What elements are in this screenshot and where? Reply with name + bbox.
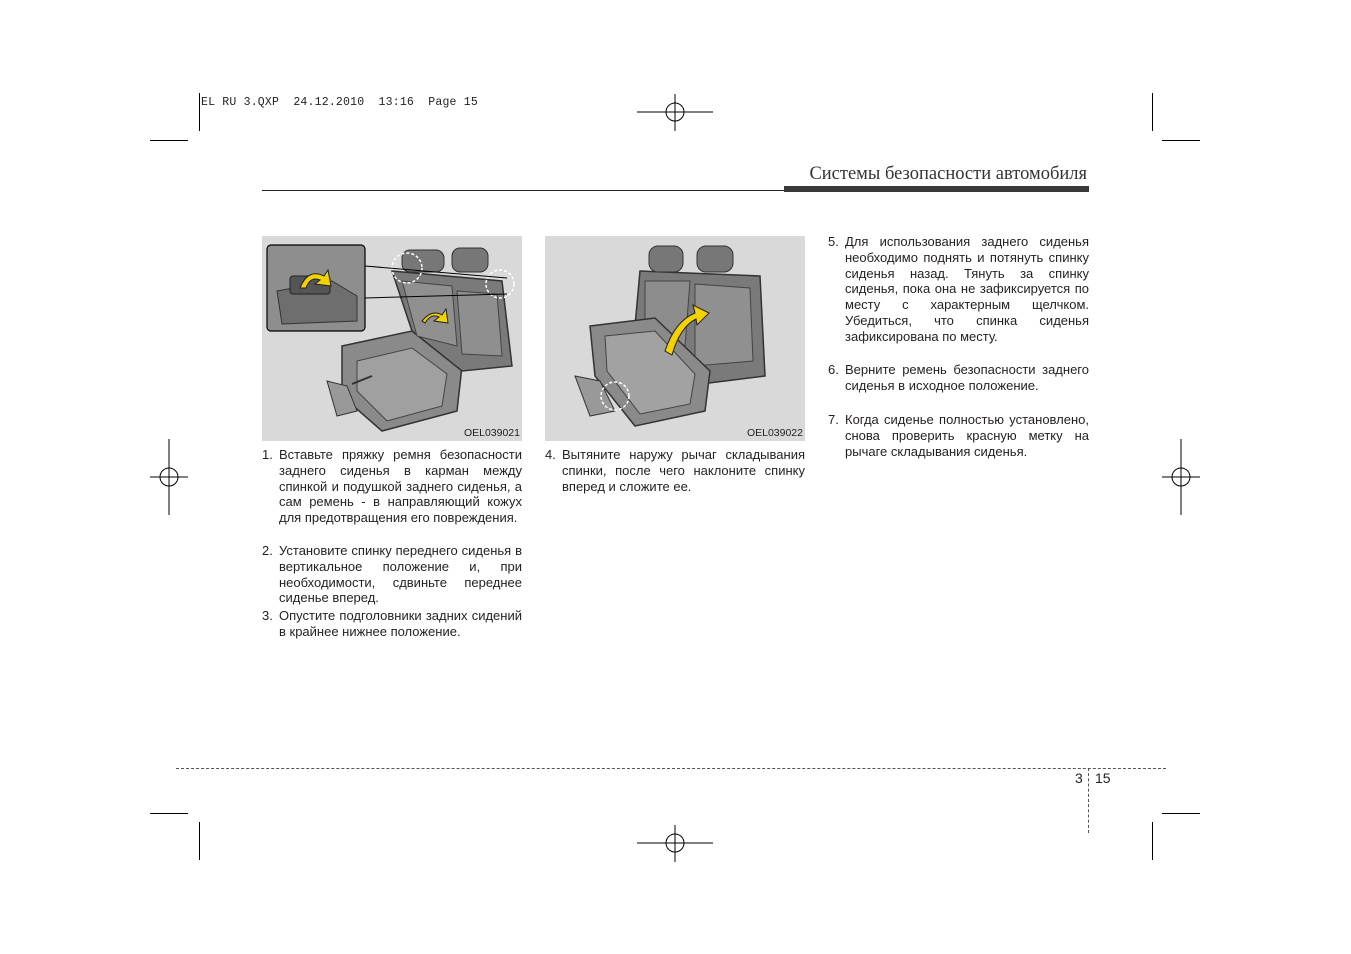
folding-seat-illustration [545, 236, 805, 441]
step-text: Опустите подголовники задних сидений в крайнее нижнее положение. [279, 608, 522, 639]
step-text: Верните ремень безопасности заднего сиденья в исходное положение. [845, 362, 1089, 393]
footer-dashed-rule [176, 768, 1166, 769]
section-number: 3 [1075, 770, 1083, 786]
step-number: 3. [262, 608, 273, 623]
footer-page-divider [1088, 768, 1089, 833]
print-slug: EL RU 3.QXP 24.12.2010 13:16 Page 15 [201, 96, 478, 109]
step-4 [545, 447, 805, 494]
figure-fold-seat-1 [262, 236, 522, 441]
page-number: 15 [1095, 770, 1111, 786]
header-rule [262, 190, 784, 191]
figure-fold-seat-2 [545, 236, 805, 441]
step-text: Вытяните наружу рычаг складывания спинки, после чего наклоните спинку вперед и сложите ее. [562, 447, 805, 494]
step-5 [828, 234, 1089, 345]
step-text: Когда сиденье полностью установлено, снова проверить красную метку на рычаге складывания сиденья. [845, 412, 1089, 459]
step-6 [828, 362, 1089, 394]
step-number: 5. [828, 234, 839, 249]
step-number: 2. [262, 543, 273, 558]
step-number: 1. [262, 447, 273, 462]
step-text: Установите спинку переднего сиденья в вертикальное положение и, при необходимости, сдвиньте переднее сиденье вперед. [279, 543, 522, 606]
step-text: Вставьте пряжку ремня безопасности заднего сиденья в карман между спинкой и подушкой заднего сиденья, а сам ремень - в направляющий кожух для предотвращения его повреждения. [279, 447, 522, 526]
section-title: Системы безопасности автомобиля [809, 164, 1087, 184]
step-number: 4. [545, 447, 556, 462]
step-7 [828, 412, 1089, 459]
step-number: 7. [828, 412, 839, 427]
step-2 [262, 543, 522, 606]
step-3 [262, 608, 522, 640]
figure-code: OEL039022 [746, 427, 803, 439]
step-number: 6. [828, 362, 839, 377]
step-text: Для использования заднего сиденья необходимо поднять и потянуть спинку сиденья назад. Тянуть за спинку сиденья, пока она не зафиксируется по месту с характерным щелчком. Убедиться, что спинка сиденья зафиксирована по месту. [845, 234, 1089, 344]
header-bar [784, 186, 1089, 192]
figure-code: OEL039021 [463, 427, 520, 439]
step-1 [262, 447, 522, 526]
rear-seat-illustration [262, 236, 522, 441]
